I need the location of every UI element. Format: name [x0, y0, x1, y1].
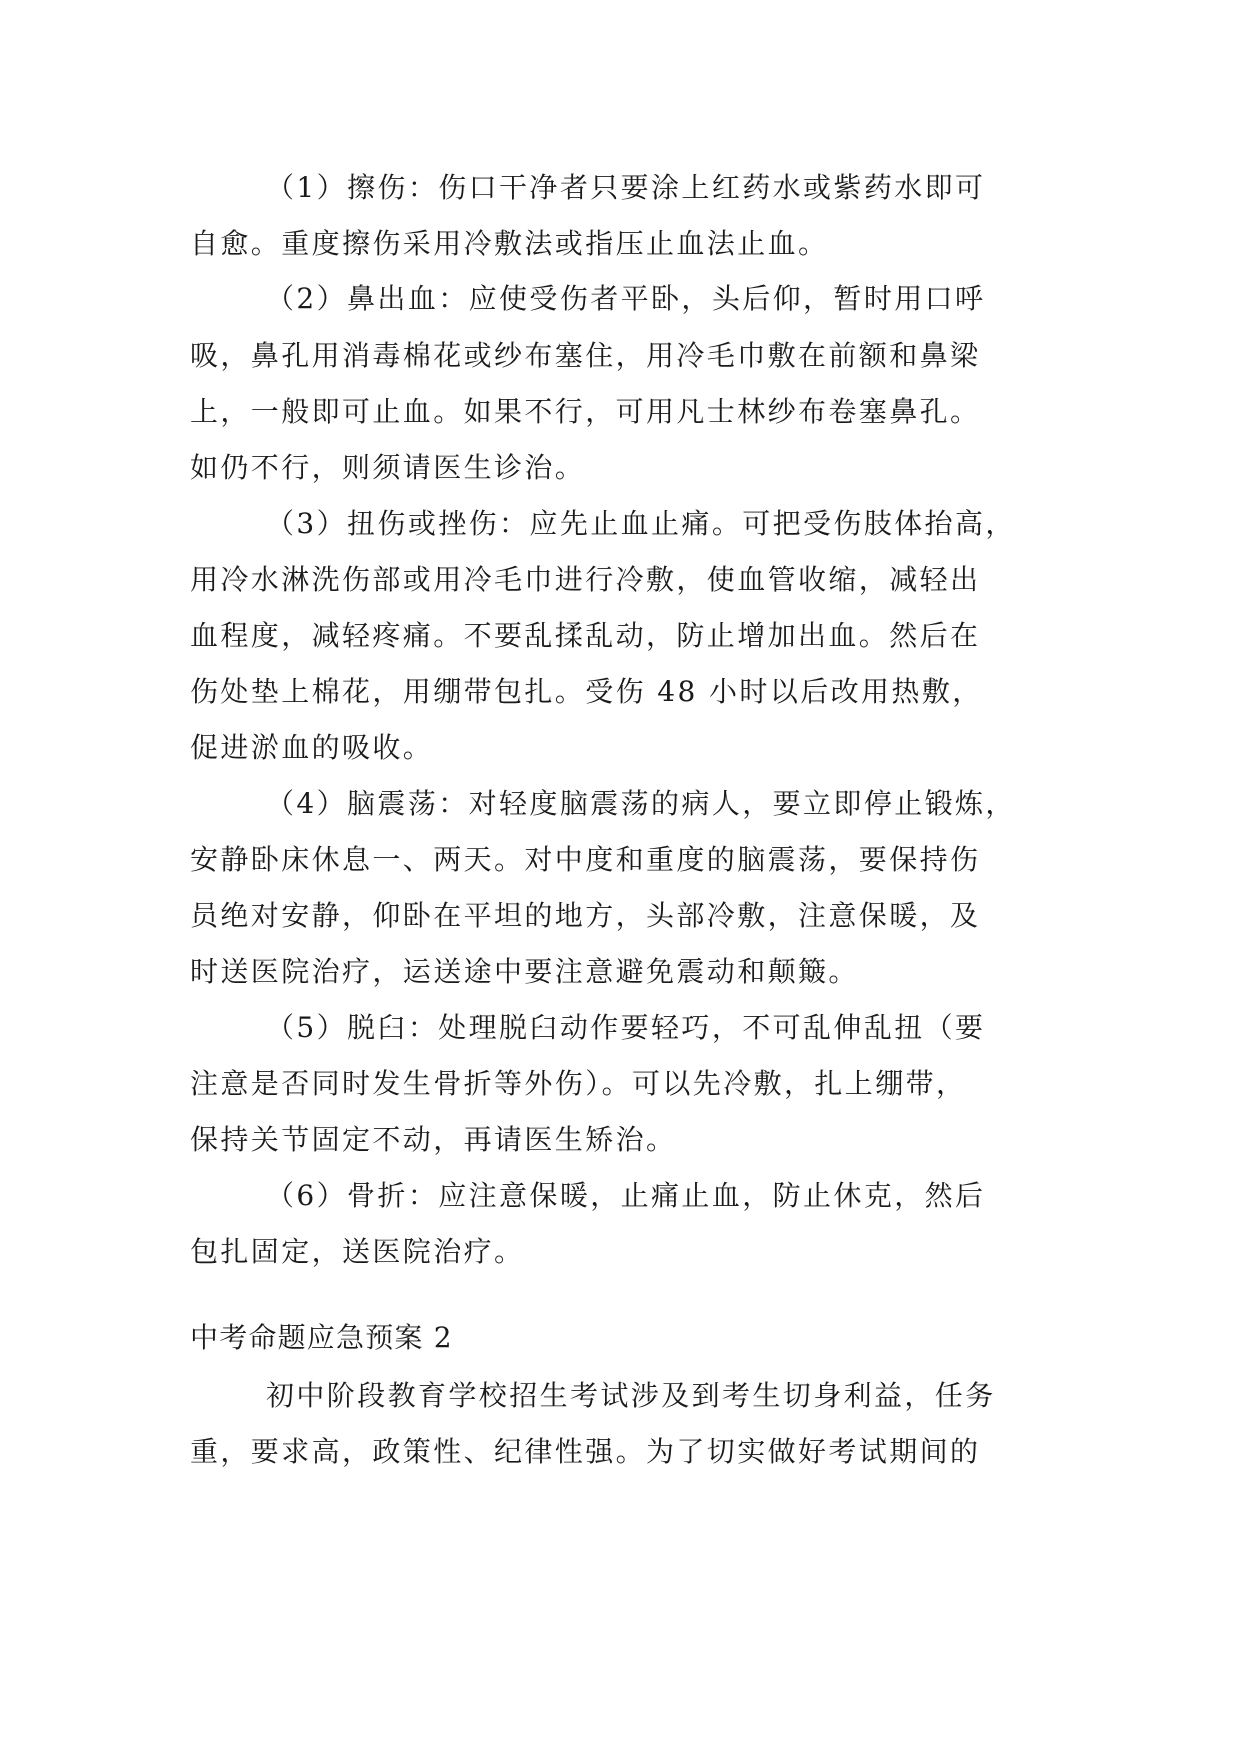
paragraph-abrasion-line-2: 自愈。重度擦伤采用冷敷法或指压止血法止血。: [190, 227, 829, 260]
paragraph-sprain-line-2: 用冷水淋洗伤部或用冷毛巾进行冷敷，使血管收缩，减轻出: [190, 563, 981, 596]
paragraph-dislocation-line-2: 注意是否同时发生骨折等外伤）。可以先冷敷，扎上绷带，: [190, 1067, 967, 1100]
paragraph-nosebleed-line-2: 吸，鼻孔用消毒棉花或纱布塞住，用冷毛巾敷在前额和鼻梁: [190, 339, 981, 372]
paragraph-concussion-line-1: （4）脑震荡：对轻度脑震荡的病人，要立即停止锻炼，: [266, 787, 1016, 820]
paragraph-intro-line-1: 初中阶段教育学校招生考试涉及到考生切身利益，任务: [266, 1379, 996, 1412]
paragraph-concussion-line-4: 时送医院治疗，运送途中要注意避免震动和颠簸。: [190, 955, 859, 988]
paragraph-fracture-line-1: （6）骨折：应注意保暖，止痛止血，防止休克，然后: [266, 1179, 986, 1212]
paragraph-nosebleed-line-4: 如仍不行，则须请医生诊治。: [190, 451, 586, 484]
paragraph-fracture-line-2: 包扎固定，送医院治疗。: [190, 1235, 525, 1268]
paragraph-concussion-line-3: 员绝对安静，仰卧在平坦的地方，头部冷敷，注意保暖，及: [190, 899, 981, 932]
section-heading: 中考命题应急预案 2: [190, 1321, 453, 1354]
paragraph-sprain-line-3: 血程度，减轻疼痛。不要乱揉乱动，防止增加出血。然后在: [190, 619, 981, 652]
paragraph-abrasion-line-1: （1）擦伤：伤口干净者只要涂上红药水或紫药水即可: [266, 171, 986, 204]
paragraph-sprain-line-4: 伤处垫上棉花，用绷带包扎。受伤 48 小时以后改用热敷，: [190, 675, 983, 708]
paragraph-dislocation-line-1: （5）脱臼：处理脱臼动作要轻巧，不可乱伸乱扭（要: [266, 1011, 986, 1044]
paragraph-sprain-line-1: （3）扭伤或挫伤：应先止血止痛。可把受伤肢体抬高，: [266, 507, 1016, 540]
paragraph-sprain-line-5: 促进淤血的吸收。: [190, 731, 434, 764]
paragraph-nosebleed-line-3: 上，一般即可止血。如果不行，可用凡士林纱布卷塞鼻孔。: [190, 395, 981, 428]
paragraph-nosebleed-line-1: （2）鼻出血：应使受伤者平卧，头后仰，暂时用口呼: [266, 282, 986, 315]
paragraph-dislocation-line-3: 保持关节固定不动，再请医生矫治。: [190, 1123, 677, 1156]
paragraph-concussion-line-2: 安静卧床休息一、两天。对中度和重度的脑震荡，要保持伤: [190, 843, 981, 876]
paragraph-intro-line-2: 重，要求高，政策性、纪律性强。为了切实做好考试期间的: [190, 1435, 981, 1468]
